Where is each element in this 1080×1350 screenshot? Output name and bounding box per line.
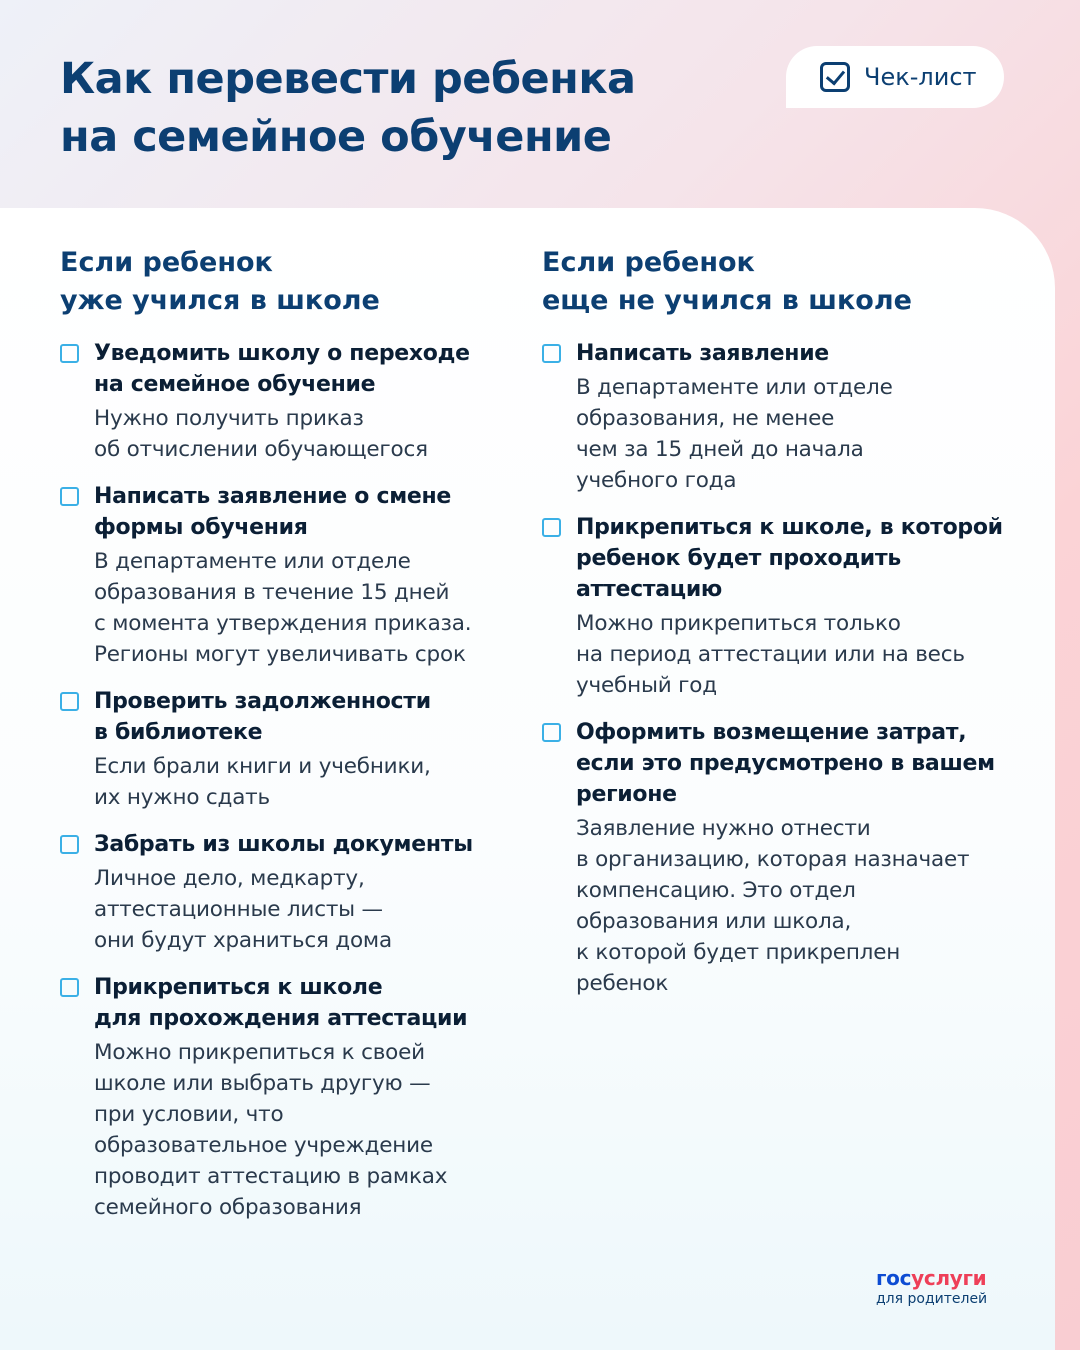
item-description: В департаменте или отделе образования, не менее чем за 15 дней до начала учебного года xyxy=(576,375,893,493)
item-description: Заявление нужно отнести в организацию, которая назначает компенсацию. Это отдел образования или школа, к которой будет прикреплен ребенок xyxy=(576,816,970,996)
item-description: Можно прикрепиться к своей школе или выбрать другую — при условии, что образовательное учреждение проводит аттестацию в рамках семейного образования xyxy=(94,1040,448,1220)
checklist-item xyxy=(60,338,520,465)
item-title: Написать заявление xyxy=(576,341,829,366)
checkbox-icon xyxy=(60,692,79,711)
item-description: Можно прикрепиться только на период аттестации или на весь учебный год xyxy=(576,611,965,698)
logo-part-uslugi: услуги xyxy=(911,1266,987,1290)
column-not-studied xyxy=(542,244,1012,1015)
item-title: Уведомить школу о переходе на семейное обучение xyxy=(94,341,470,397)
item-description: Личное дело, медкарту, аттестационные листы — они будут храниться дома xyxy=(94,866,392,953)
logo-subtitle: для родителей xyxy=(876,1291,988,1307)
item-title: Забрать из школы документы xyxy=(94,832,473,857)
badge-label: Чек-лист xyxy=(864,63,977,91)
gosuslugi-logo xyxy=(876,1266,987,1308)
checklist-item xyxy=(542,512,1012,701)
checklist-item xyxy=(542,338,1012,496)
item-title: Оформить возмещение затрат, если это предусмотрено в вашем регионе xyxy=(576,720,995,807)
item-description: Нужно получить приказ об отчислении обучающегося xyxy=(94,406,428,462)
item-title: Прикрепиться к школе для прохождения аттестации xyxy=(94,975,468,1031)
checkbox-icon xyxy=(60,487,79,506)
checkbox-icon xyxy=(60,978,79,997)
item-title: Проверить задолженности в библиотеке xyxy=(94,689,431,745)
column-title: Если ребенок уже учился в школе xyxy=(60,247,380,316)
logo-wordmark xyxy=(876,1266,987,1290)
checkbox-checked-icon xyxy=(820,62,850,92)
checklist-item xyxy=(60,972,520,1223)
item-title: Прикрепиться к школе, в которой ребенок будет проходить аттестацию xyxy=(576,515,1003,602)
checkbox-icon xyxy=(60,344,79,363)
column-already-studied xyxy=(60,244,520,1239)
item-description: В департаменте или отделе образования в течение 15 дней с момента утверждения приказа. Регионы могут увеличивать срок xyxy=(94,549,472,667)
checkbox-icon xyxy=(542,723,561,742)
checklist-item xyxy=(542,717,1012,999)
page-title: Как перевести ребенка на семейное обучение xyxy=(60,54,636,162)
checklist-badge xyxy=(786,46,1004,108)
logo-part-gos: гос xyxy=(876,1266,912,1290)
item-title: Написать заявление о смене формы обучения xyxy=(94,484,452,540)
column-title: Если ребенок еще не учился в школе xyxy=(542,247,912,316)
item-description: Если брали книги и учебники, их нужно сдать xyxy=(94,754,431,810)
checkbox-icon xyxy=(542,344,561,363)
checkbox-icon xyxy=(542,518,561,537)
checklist-item xyxy=(60,481,520,670)
checklist-item xyxy=(60,829,520,956)
checkbox-icon xyxy=(60,835,79,854)
checklist-item xyxy=(60,686,520,813)
